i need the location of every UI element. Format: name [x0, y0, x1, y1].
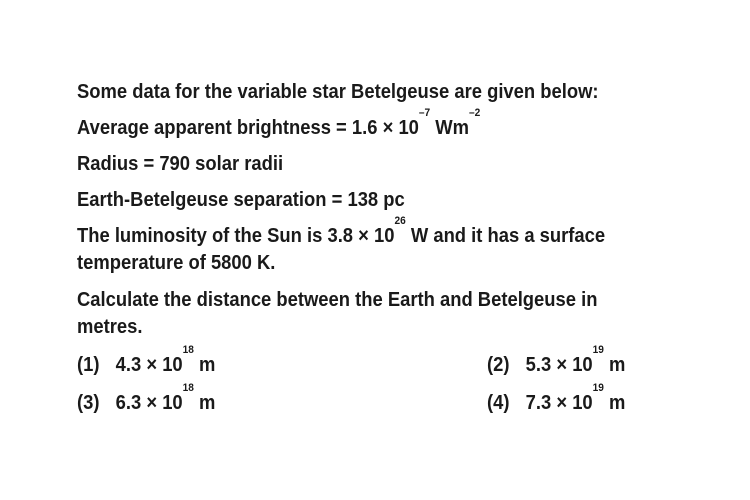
option-exponent: 18	[182, 344, 194, 356]
option-exponent: 19	[592, 344, 604, 356]
brightness-unit-exponent: –2	[469, 107, 481, 119]
option-unit: m	[193, 392, 216, 414]
option-exponent: 18	[182, 382, 194, 394]
sun-luminosity-exponent: 26	[394, 215, 406, 227]
option-value: 5.3 × 10	[525, 354, 593, 376]
option-2[interactable]	[487, 344, 626, 378]
brightness-label: Average apparent brightness = 1.6 × 10	[77, 117, 419, 139]
option-number: (1)	[77, 354, 100, 376]
option-number: (2)	[487, 354, 510, 376]
question-prompt: Calculate the distance between the Earth and Betelgeuse in metres.	[77, 289, 598, 338]
sun-temperature-text: W and it has a surface temperature of 5800 K.	[77, 225, 606, 274]
brightness-line	[77, 107, 481, 141]
sun-data-paragraph	[77, 215, 647, 277]
option-3[interactable]	[77, 382, 216, 416]
option-unit: m	[193, 354, 216, 376]
radius-line: Radius = 790 solar radii	[77, 153, 284, 175]
option-4[interactable]	[487, 382, 626, 416]
option-number: (4)	[487, 392, 510, 414]
option-value: 7.3 × 10	[525, 392, 593, 414]
option-value: 4.3 × 10	[115, 354, 183, 376]
option-value: 6.3 × 10	[115, 392, 183, 414]
brightness-unit: Wm	[430, 117, 470, 139]
option-number: (3)	[77, 392, 100, 414]
sun-luminosity-text: The luminosity of the Sun is 3.8 × 10	[77, 225, 395, 247]
separation-line: Earth-Betelgeuse separation = 138 pc	[77, 189, 405, 211]
brightness-exponent: –7	[418, 107, 431, 119]
option-unit: m	[603, 354, 626, 376]
option-1[interactable]	[77, 344, 216, 378]
option-unit: m	[603, 392, 626, 414]
option-exponent: 19	[592, 382, 604, 394]
question-intro: Some data for the variable star Betelgeuse are given below:	[77, 81, 599, 103]
